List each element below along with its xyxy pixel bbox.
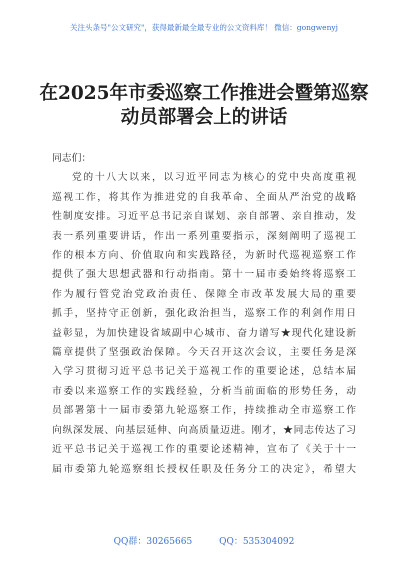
body-line: 抓手，坚持守正创新，强化政治担当，巡察工作的利剑作用日 <box>52 308 356 320</box>
document-body <box>52 149 356 479</box>
body-line: 性制度安排。习近平总书记亲自谋划、亲自部署、亲自推动，发 <box>52 211 356 223</box>
body-line: 益彰显，为加快建设省域副中心城市、奋力谱写★现代化建设新 <box>52 327 356 339</box>
footer-qq-number: QQ：535304092 <box>219 537 295 547</box>
document-title: 在2025年市委巡察工作推进会暨第巡察动员部署会上的讲话 <box>39 83 369 128</box>
footer-contact-bar <box>0 534 408 547</box>
body-line: 入学习贯彻习近平总书记关于巡视工作的重要论述，总结本届 <box>52 366 356 378</box>
body-line: 向纵深发展、向基层延伸、向高质量迈进。刚才，★同志传达了习 <box>52 424 356 436</box>
body-line: 市委以来巡察工作的实践经验，分析当前面临的形势任务，动 <box>52 385 356 397</box>
body-line: 提供了强大思想武器和行动指南。第十一届市委始终将巡察工 <box>52 269 356 281</box>
footer-qq-group: QQ群：30265665 <box>113 537 193 547</box>
body-line: 作为履行管党治党政治责任、保障全市改革发展大局的重要 <box>52 288 356 300</box>
body-line: 近平总书记关于巡视工作的重要论述精神，宣布了《关于十一 <box>52 444 356 456</box>
header-banner: 关注头条号"公文研究"，获得最新最全最专业的公文资料库！ 微信：gongwenyj <box>70 23 338 32</box>
salutation: 同志们： <box>52 153 92 164</box>
body-line: 作的根本方向、价值取向和实践路径，为新时代巡视巡察工作 <box>52 250 356 262</box>
body-line: 党的十八大以来，以习近平同志为核心的党中央高度重视 <box>72 172 356 184</box>
body-line: 巡视工作，将其作为推进党的自我革命、全面从严治党的战略 <box>52 191 356 203</box>
body-line: 表一系列重要讲话，作出一系列重要指示，深刻阐明了巡视工 <box>52 230 356 242</box>
body-line: 篇章提供了坚强政治保障。今天召开这次会议，主要任务是深 <box>52 347 356 359</box>
body-line: 员部署第十一届市委第九轮巡察工作，持续推动全市巡察工作 <box>52 405 356 417</box>
body-line: 届市委第九轮巡察组长授权任职及任务分工的决定》，希望大 <box>52 463 356 475</box>
